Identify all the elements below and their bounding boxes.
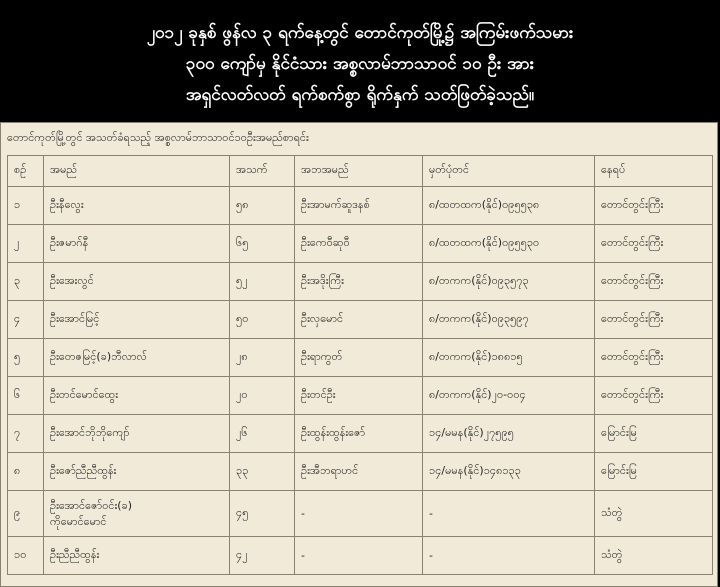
cell-nrc: - [423,491,595,537]
cell-name: ဦးနီလွေး [44,187,230,225]
cell-age: ၂၈ [230,339,295,377]
cell-no: ၄ [8,301,44,339]
document-paper [0,122,718,587]
cell-nrc: ၁၄/မမန(နိုင်)၁၄၈၁၃၃ [423,453,595,491]
header-no: စဉ် [8,156,44,187]
cell-no: ၅ [8,339,44,377]
cell-age: ၄၅ [230,491,295,537]
cell-father: ဦးအာမက်ဆူဒနစ် [295,187,423,225]
cell-father: ဦးအီဘရာဟင် [295,453,423,491]
cell-name: ဦးအောင်ဘိုဘိုကျော် [44,415,230,453]
cell-name: ဦးဇော်ညီညီထွန်း [44,453,230,491]
cell-nrc: - [423,537,595,575]
cell-no: ၃ [8,263,44,301]
cell-name: ဦးတင်မောင်ထွေး [44,377,230,415]
cell-no: ၉ [8,491,44,537]
victims-table [7,155,713,575]
cell-name: ဦးအောင်မြင့် [44,301,230,339]
cell-place: တောင်တွင်းကြီး [595,301,713,339]
cell-name: ဦးဇမာဂ်နီ [44,225,230,263]
cell-nrc: ၈/တကက(နိုင်)၀၉၃၅၇၃ [423,263,595,301]
cell-nrc: ၈/တကက(နိုင်)၂၀-၀၀၄ [423,377,595,415]
headline-line-3: အရှင်လတ်လတ် ရက်စက်စွာ ရိုက်နှက် သတ်ဖြတ်ခဲ့သည်။ [185,85,535,105]
cell-father: ဦးလှမောင် [295,301,423,339]
cell-place: မြောင်းမြ [595,453,713,491]
cell-no: ၁၀ [8,537,44,575]
header-father: အဘအမည် [295,156,423,187]
table-row [8,225,713,263]
cell-place: သံတွဲ [595,491,713,537]
table-header-row [8,156,713,187]
cell-father: ဦးကေဝီဆုဝီ [295,225,423,263]
cell-age: ၆၅ [230,225,295,263]
headline-banner [0,0,720,122]
cell-age: ၄၂ [230,537,295,575]
cell-place: တောင်တွင်းကြီး [595,263,713,301]
cell-age: ၅၂ [230,263,295,301]
table-row [8,339,713,377]
cell-place: တောင်တွင်းကြီး [595,377,713,415]
cell-nrc: ၈/ထတထက(နိုင်)၀၉၅၅၃၀ [423,225,595,263]
header-place: နေရပ် [595,156,713,187]
table-row [8,263,713,301]
table-row [8,301,713,339]
table-row [8,491,713,537]
cell-place: တောင်တွင်းကြီး [595,187,713,225]
cell-nrc: ၁၄/မမန(နိုင်)၂၇၅၉၅ [423,415,595,453]
table-row [8,377,713,415]
cell-father: ဦးတင်ဦး [295,377,423,415]
header-name: အမည် [44,156,230,187]
header-age: အသက် [230,156,295,187]
cell-nrc: ၈/တကက(နိုင်)၀၉၃၅၉၇ [423,301,595,339]
cell-place: တောင်တွင်းကြီး [595,339,713,377]
cell-no: ၇ [8,415,44,453]
cell-place: သံတွဲ [595,537,713,575]
cell-no: ၂ [8,225,44,263]
table-row [8,187,713,225]
cell-no: ၆ [8,377,44,415]
cell-no: ၈ [8,453,44,491]
cell-age: ၂၀ [230,377,295,415]
headline-line-1: ၂၀၁၂ ခုနှစ် ဖွန်လ ၃ ရက်နေ့တွင် တောင်ကုတ်မြို့၌ အကြမ်းဖက်သမား [146,23,574,43]
cell-place: တောင်တွင်းကြီး [595,225,713,263]
cell-father: - [295,491,423,537]
cell-father: ဦးရာကွတ် [295,339,423,377]
cell-no: ၁ [8,187,44,225]
header-nrc: မှတ်ပုံတင် [423,156,595,187]
cell-father: - [295,537,423,575]
table-row [8,537,713,575]
cell-age: ၅၈ [230,187,295,225]
cell-age: ၅၀ [230,301,295,339]
table-row [8,453,713,491]
cell-nrc: ၈/တကက(နိုင်)၁၈၈၁၅ [423,339,595,377]
table-row [8,415,713,453]
cell-name: ဦးအောင်ဇော်ဝင်း(ခ) ကိုမောင်မောင် [44,491,230,537]
table-caption: တောင်ကုတ်မြို့တွင် အသတ်ခံရသည့် အစ္စလာမ်ဘာသာဝင်၁၀ဦးအမည်စာရင်း [7,131,309,144]
cell-name: ဦးညီညီထွန်း [44,537,230,575]
cell-name: ဦးတေဇမြင့်(ခ)ဘီလာလ် [44,339,230,377]
cell-age: ၃၃ [230,453,295,491]
cell-father: ဦးထွန်းထွန်းဇော် [295,415,423,453]
cell-place: မြောင်းမြ [595,415,713,453]
headline-line-2: ၃၀၀ ကျော်မှ နိုင်ငံသား အစ္စလာမ်ဘာသာဝင် ၁၀ ဦး အား [185,54,535,74]
cell-name: ဦးအေးလွင် [44,263,230,301]
cell-nrc: ၈/ထတထက(နိုင်)၀၉၅၅၃၈ [423,187,595,225]
cell-father: ဦးအဒိုးကြီး [295,263,423,301]
cell-age: ၂၆ [230,415,295,453]
